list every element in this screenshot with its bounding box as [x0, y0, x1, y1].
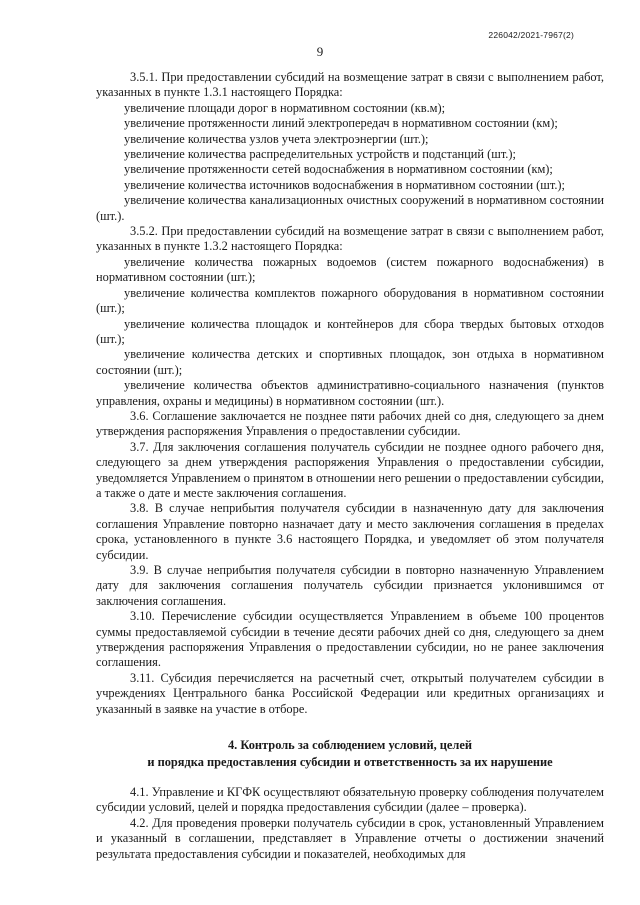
clause-3-9: 3.9. В случае неприбытия получателя субсидии в повторно назначенную Управлением дату для заключения соглашения получатель субсидии признается уклонившимся от заключения соглашения.: [96, 563, 604, 608]
list-item: увеличение количества детских и спортивных площадок, зон отдыха в нормативном состоянии (шт.);: [96, 347, 604, 377]
clause-3-5-1-intro: 3.5.1. При предоставлении субсидий на возмещение затрат в связи с выполнением работ, указанных в пункте 1.3.1 настоящего Порядка:: [96, 70, 604, 100]
list-item: увеличение количества источников водоснабжения в нормативном состоянии (шт.);: [124, 177, 565, 192]
section-4-heading-line1: 4. Контроль за соблюдением условий, целей: [227, 738, 473, 753]
clause-3-5-2-intro: 3.5.2. При предоставлении субсидий на возмещение затрат в связи с выполнением работ, указанных в пункте 1.3.2 настоящего Порядка:: [96, 224, 604, 254]
clause-3-7: 3.7. Для заключения соглашения получатель субсидии не позднее одного рабочего дня, следующего за днем утверждения распоряжения Управления о предоставлении субсидии, уведомляется Управлением о принятом в отношении него решении о предоставлении субсидии, а также о дате и месте заключения соглашения.: [96, 439, 604, 500]
list-item: увеличение количества комплектов пожарного оборудования в нормативном состоянии (шт.);: [96, 285, 604, 316]
clause-3-6: 3.6. Соглашение заключается не позднее пяти рабочих дней со дня, следующего за днем утверждения распоряжения Управления о предоставлении субсидии.: [96, 408, 604, 439]
clause-3-8: 3.8. В случае неприбытия получателя субсидии в назначенную дату для заключения соглашения Управление повторно назначает дату и место заключения соглашения в пределах срока, установленного в пункте 3.6 настоящего Порядка, и уведомляет об этом получателя субсидии.: [96, 501, 604, 562]
document-body: [96, 70, 604, 862]
list-item: увеличение количества узлов учета электроэнергии (шт.);: [124, 131, 429, 146]
list-item: увеличение площади дорог в нормативном состоянии (кв.м);: [124, 100, 446, 115]
clause-4-1: 4.1. Управление и КГФК осуществляют обязательную проверку соблюдения получателем субсидии условий, целей и порядка предоставления субсидии (далее – проверка).: [96, 785, 604, 815]
section-4-heading-line2: и порядка предоставления субсидии и ответственность за их нарушение: [147, 755, 553, 770]
clause-3-11: 3.11. Субсидия перечисляется на расчетный счет, открытый получателем субсидии в учреждениях Центрального банка Российской Федерации или кредитных организациях и указанный в заявке на участие в отборе.: [96, 670, 604, 716]
list-item: увеличение протяженности сетей водоснабжения в нормативном состоянии (км);: [124, 162, 553, 177]
list-item: увеличение количества объектов административно-социального назначения (пунктов управления, охраны и медицины) в нормативном состоянии (шт.).: [96, 378, 604, 408]
document-number: 226042/2021-7967(2): [488, 30, 574, 40]
list-item: увеличение протяженности линий электропередач в нормативном состоянии (км);: [124, 116, 558, 131]
page-number: 9: [316, 44, 324, 59]
section-4-heading: [96, 737, 604, 771]
list-item: увеличение количества канализационных очистных сооружений в нормативном состоянии (шт.).: [96, 193, 604, 223]
list-item: увеличение количества площадок и контейнеров для сбора твердых бытовых отходов (шт.);: [96, 316, 604, 346]
clause-4-2: 4.2. Для проведения проверки получатель субсидии в срок, установленный Управлением и указанный в соглашении, представляет в Управление отчеты о достижении значений результата предоставления субсидии и показателей, необходимых для: [96, 815, 604, 861]
list-item: увеличение количества пожарных водоемов (систем пожарного водоснабжения) в нормативном состоянии (шт.);: [96, 254, 604, 285]
list-item: увеличение количества распределительных устройств и подстанций (шт.);: [124, 147, 516, 162]
clause-3-10: 3.10. Перечисление субсидии осуществляется Управлением в объеме 100 процентов суммы предоставляемой субсидии в течение десяти рабочих дней со дня, следующего за днем утверждения распоряжения Управления о предоставлении субсидии, но не ранее заключения соглашения.: [96, 609, 604, 670]
